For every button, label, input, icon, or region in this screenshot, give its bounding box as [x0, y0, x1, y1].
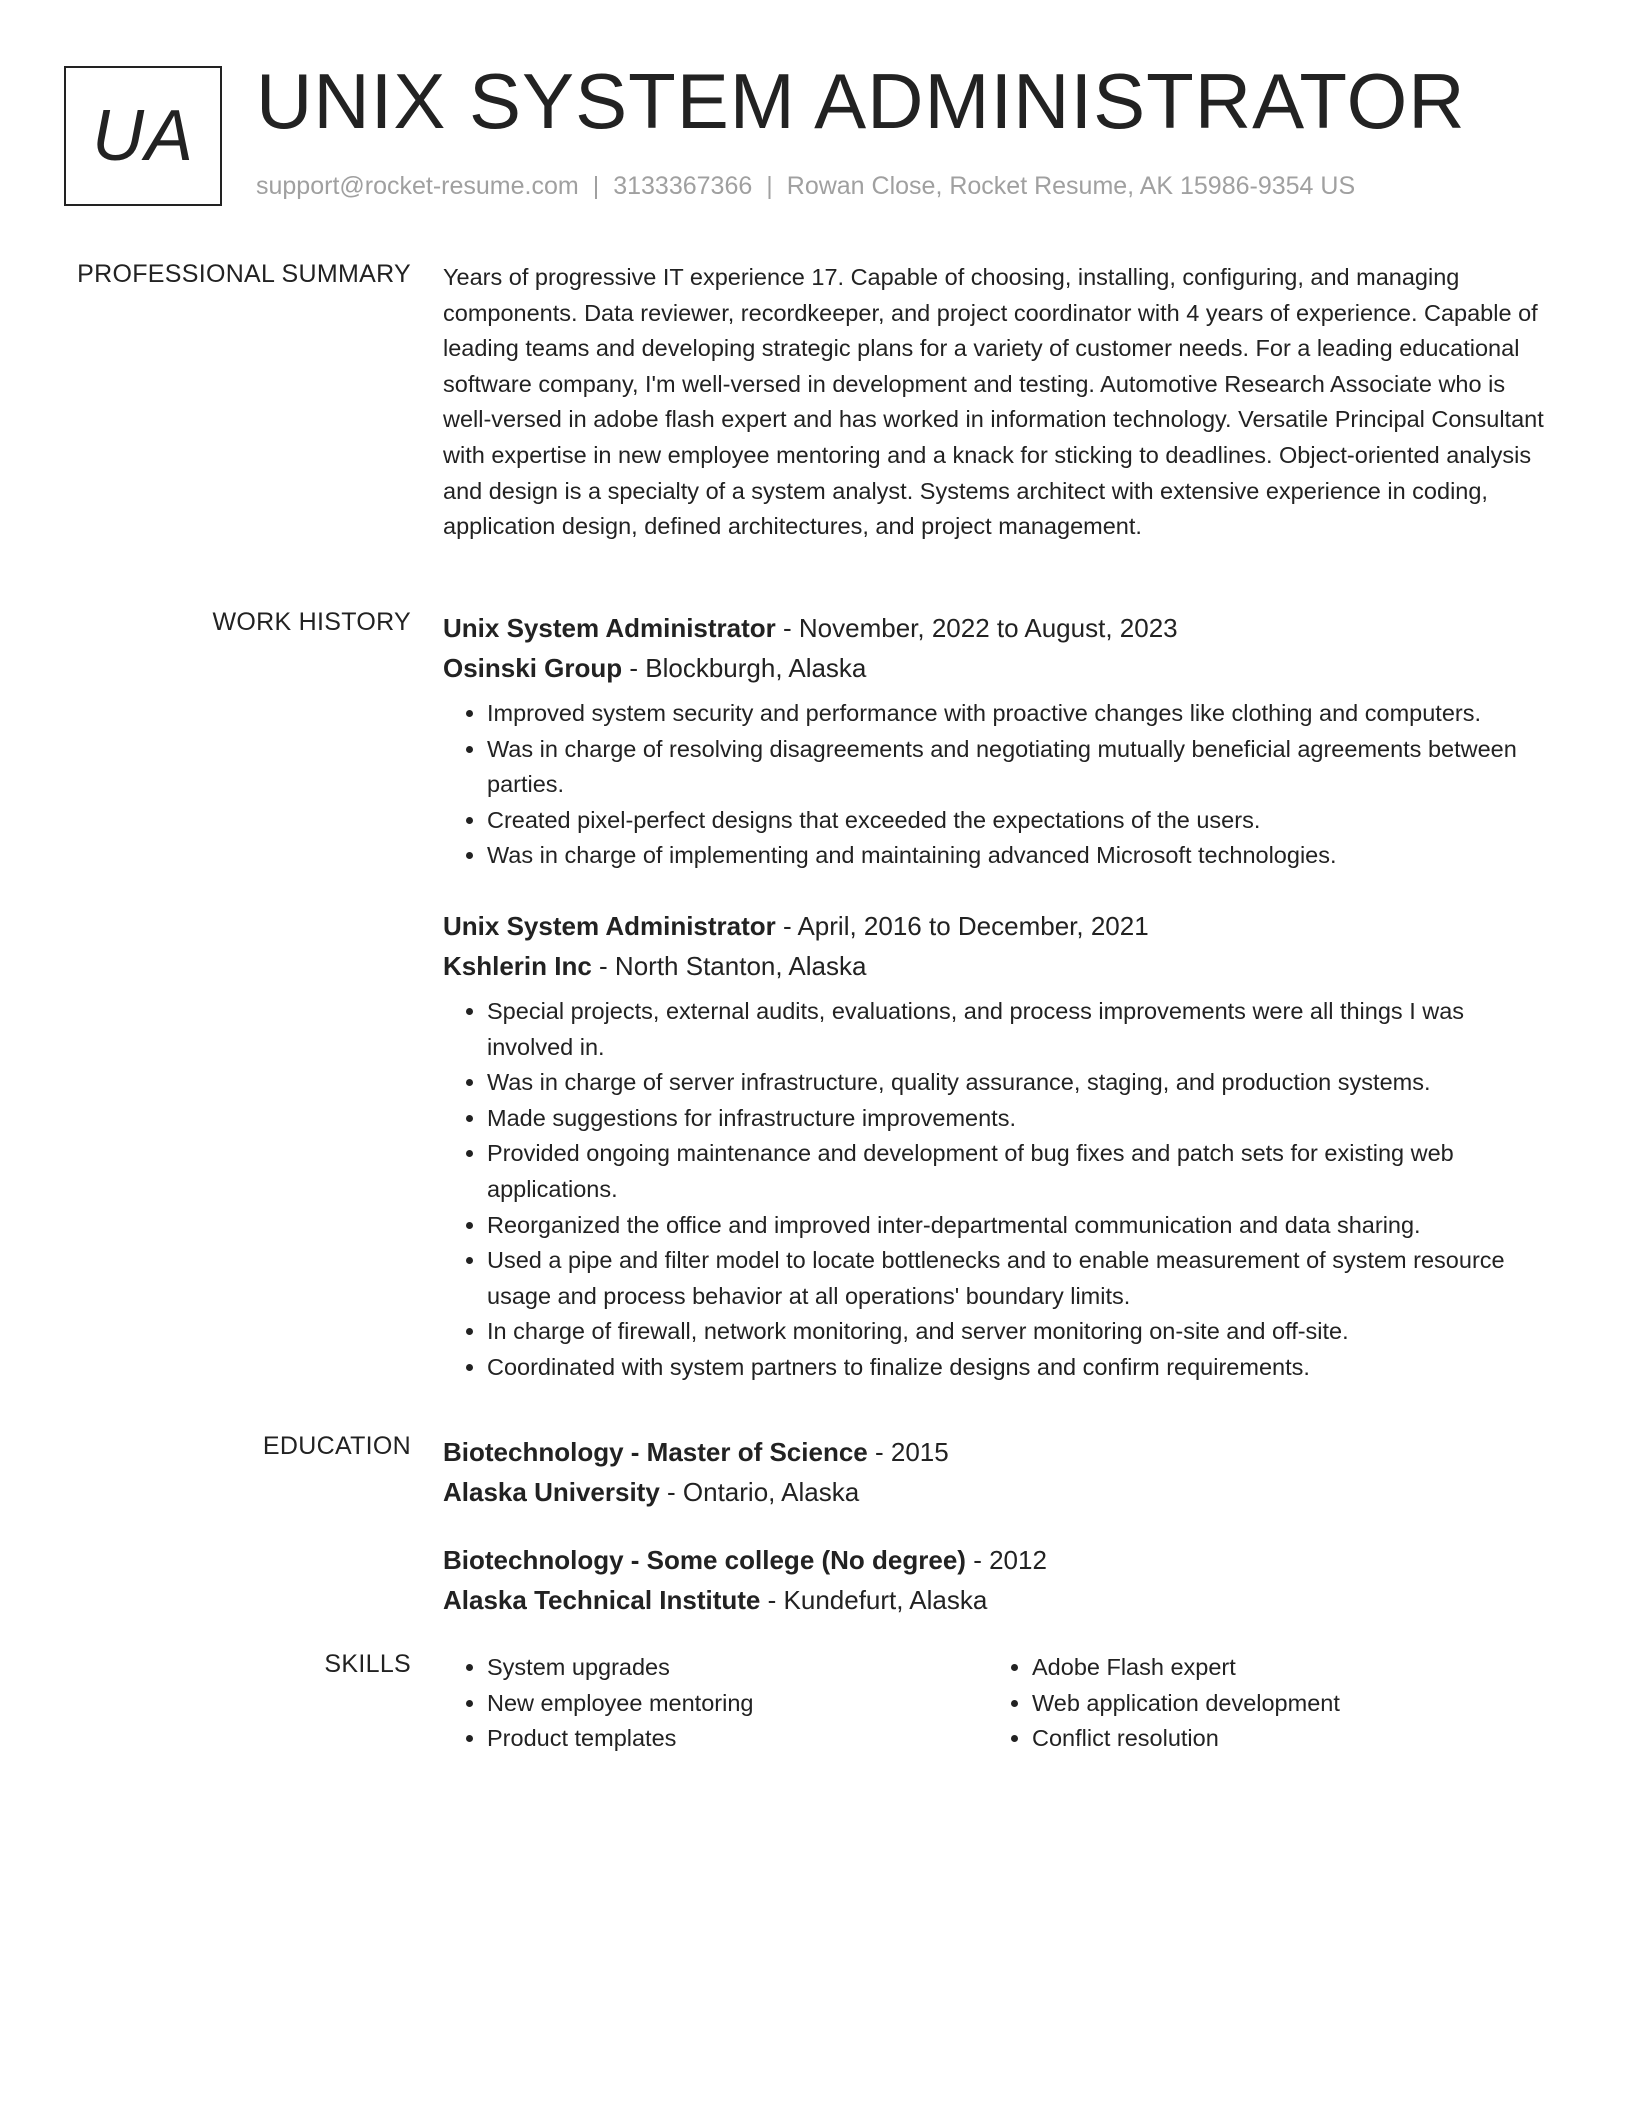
education-degree-line	[443, 1432, 1551, 1472]
job-title-line	[443, 906, 1551, 946]
section-title-summary: PROFESSIONAL SUMMARY	[77, 260, 411, 288]
list-item: • Created pixel-perfect designs that exceeded the expectations of the users.	[487, 803, 1551, 839]
job-entry	[443, 906, 1551, 1386]
education-degree: Biotechnology - Some college (No degree)	[443, 1545, 966, 1575]
education-degree-line	[443, 1540, 1551, 1580]
education-entry	[443, 1432, 1551, 1512]
list-item: • Was in charge of server infrastructure, quality assurance, staging, and production systems.	[487, 1065, 1551, 1101]
monogram-logo: UA	[64, 66, 222, 206]
job-company: Osinski Group	[443, 653, 623, 683]
list-item: • Improved system security and performance with proactive changes like clothing and computers.	[487, 696, 1551, 732]
section-title-education: EDUCATION	[262, 1432, 411, 1460]
education-year: - 2012	[965, 1545, 1047, 1575]
job-role: Unix System Administrator	[443, 613, 776, 643]
list-item: • Was in charge of implementing and maintaining advanced Microsoft technologies.	[487, 838, 1551, 874]
list-item: • Made suggestions for infrastructure improvements.	[487, 1101, 1551, 1137]
education-degree: Biotechnology - Master of Science	[443, 1437, 868, 1467]
list-item: • Used a pipe and filter model to locate bottlenecks and to enable measurement of system resource usage and process behavior at all operations' boundary limits.	[487, 1243, 1551, 1314]
education-entry	[443, 1540, 1551, 1620]
job-location: - Blockburgh, Alaska	[622, 653, 867, 683]
section-title-skills: SKILLS	[324, 1650, 411, 1678]
education-year: - 2015	[867, 1437, 949, 1467]
job-dates: - April, 2016 to December, 2021	[775, 910, 1149, 941]
job-company: Kshlerin Inc	[443, 950, 592, 981]
education-school-line	[443, 1580, 1551, 1620]
contact-phone: 3133367366	[613, 172, 753, 200]
job-dates: - November, 2022 to August, 2023	[775, 613, 1178, 643]
education-school-line	[443, 1472, 1551, 1512]
job-location: - North Stanton, Alaska	[591, 950, 867, 981]
skill-item: • System upgrades	[487, 1650, 988, 1686]
skills-columns	[443, 1650, 1551, 1757]
skills-list-left	[443, 1650, 988, 1757]
list-item: • Special projects, external audits, evaluations, and process improvements were all things I was involved in.	[487, 994, 1551, 1065]
job-company-line	[443, 946, 1551, 986]
skill-item: • Adobe Flash expert	[1032, 1650, 1533, 1686]
skill-item: • Web application development	[1032, 1686, 1533, 1722]
skill-item: • New employee mentoring	[487, 1686, 988, 1722]
list-item: • Was in charge of resolving disagreements and negotiating mutually beneficial agreements between parties.	[487, 732, 1551, 803]
education-location: - Ontario, Alaska	[659, 1477, 860, 1507]
list-item: • In charge of firewall, network monitoring, and server monitoring on-site and off-site.	[487, 1314, 1551, 1350]
list-item: • Provided ongoing maintenance and development of bug fixes and patch sets for existing web applications.	[487, 1136, 1551, 1207]
job-bullets	[443, 696, 1551, 874]
job-company-line	[443, 648, 1551, 688]
contact-separator: |	[592, 172, 600, 200]
education-location: - Kundefurt, Alaska	[760, 1585, 988, 1615]
contact-separator: |	[766, 172, 773, 200]
skills-list-right	[988, 1650, 1533, 1757]
job-entry	[443, 608, 1551, 874]
section-title-work-history: WORK HISTORY	[212, 608, 411, 636]
job-bullets	[443, 994, 1551, 1386]
list-item: • Coordinated with system partners to finalize designs and confirm requirements.	[487, 1350, 1551, 1386]
job-role: Unix System Administrator	[443, 910, 776, 941]
contact-line	[256, 172, 1355, 201]
contact-address: Rowan Close, Rocket Resume, AK 15986-9354 US	[786, 172, 1356, 200]
education-school: Alaska Technical Institute	[443, 1585, 761, 1615]
list-item: • Reorganized the office and improved inter-departmental communication and data sharing.	[487, 1208, 1551, 1244]
contact-email: support@rocket-resume.com	[256, 172, 579, 200]
skill-item: • Product templates	[487, 1721, 988, 1757]
education-school: Alaska University	[443, 1477, 660, 1507]
skill-item: • Conflict resolution	[1032, 1721, 1533, 1757]
page-title: UNIX SYSTEM ADMINISTRATOR	[256, 57, 1466, 145]
summary-text: Years of progressive IT experience 17. Capable of choosing, installing, configuring, and managing components. Data reviewer, recordkeeper, and project coordinator with 4 years of experience. Capable of leading teams and developing strategic plans for a variety of customer needs. For a leading educational software company, I'm well-versed in development and testing. Automotive Research Associate who is well-versed in adobe flash expert and has worked in information technology. Versatile Principal Consultant with expertise in new employee mentoring and a knack for sticking to deadlines. Object-oriented analysis and design is a specialty of a system analyst. Systems architect with extensive experience in coding, application design, defined architectures, and project management.	[443, 264, 1544, 540]
job-title-line	[443, 608, 1551, 648]
